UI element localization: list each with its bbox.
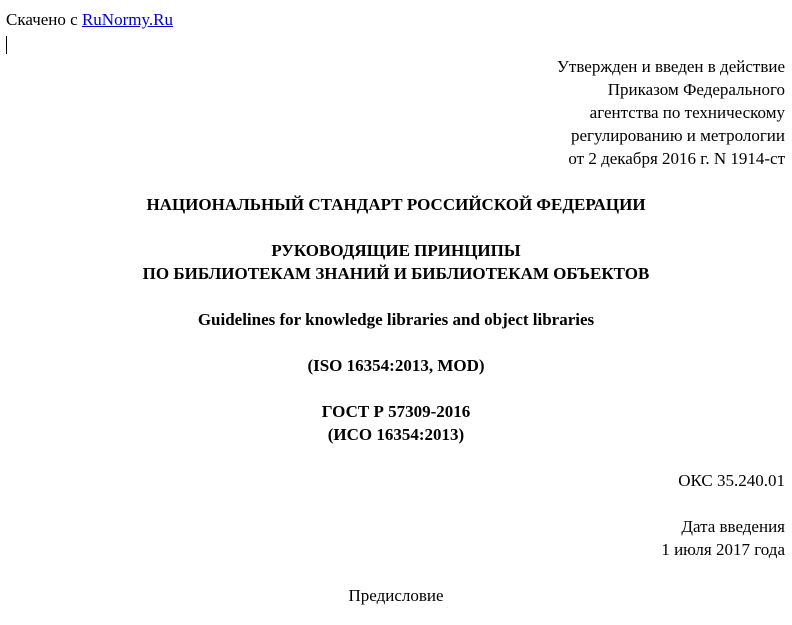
title-ru-line-1: РУКОВОДЯЩИЕ ПРИНЦИПЫ xyxy=(271,241,521,260)
gost-iso-number: (ИСО 16354:2013) xyxy=(327,425,465,444)
source-prefix: Скачено с xyxy=(6,10,82,29)
title-ru-line-2: ПО БИБЛИОТЕКАМ ЗНАНИЙ И БИБЛИОТЕКАМ ОБЪЕКТОВ xyxy=(142,264,650,283)
approval-line-3: агентства по техническому xyxy=(589,103,785,122)
title-en: Guidelines for knowledge libraries and object libraries xyxy=(197,310,595,329)
gost-number: ГОСТ Р 57309-2016 xyxy=(321,402,471,421)
approval-line-4: регулированию и метрологии xyxy=(570,126,785,145)
source-link[interactable]: RuNormy.Ru xyxy=(81,10,173,29)
intro-date-value: 1 июля 2017 года xyxy=(661,540,785,559)
approval-line-5: от 2 декабря 2016 г. N 1914-ст xyxy=(568,149,785,168)
iso-reference: (ISO 16354:2013, MOD) xyxy=(307,356,485,375)
text-cursor xyxy=(6,36,7,54)
intro-date-label: Дата введения xyxy=(681,517,785,536)
oks-code: ОКС 35.240.01 xyxy=(678,471,785,490)
foreword-heading: Предисловие xyxy=(348,586,444,605)
approval-line-2: Приказом Федерального xyxy=(607,80,785,99)
standard-heading: НАЦИОНАЛЬНЫЙ СТАНДАРТ РОССИЙСКОЙ ФЕДЕРАЦИИ xyxy=(146,195,646,214)
source-line xyxy=(6,10,173,30)
approval-line-1: Утвержден и введен в действие xyxy=(556,57,785,76)
